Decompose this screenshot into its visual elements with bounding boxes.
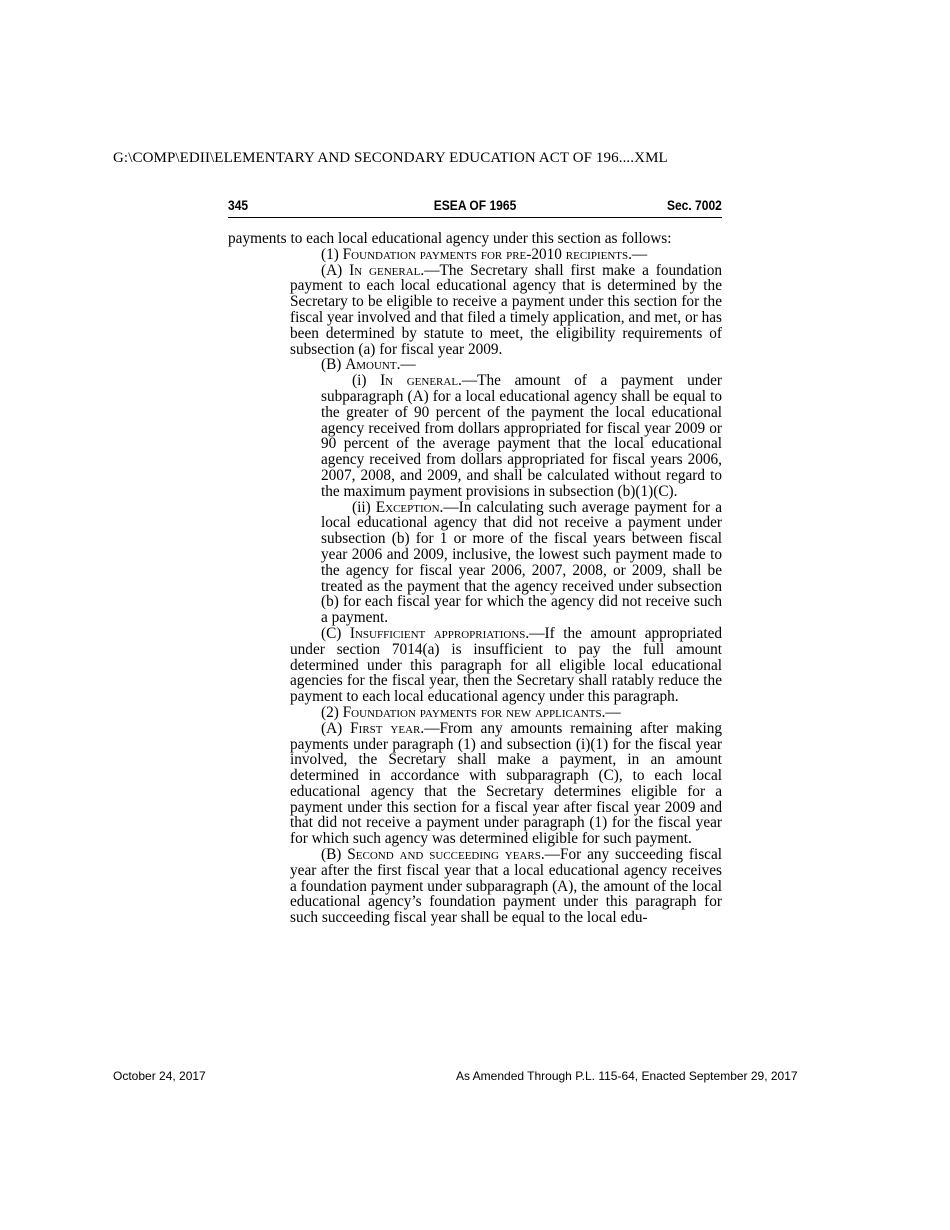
page-number: 345 [228, 197, 249, 213]
paragraph-heading: Amount.— [345, 356, 416, 374]
paragraph-heading: Exception. [375, 498, 444, 516]
subparagraph-1c: (C) Insufficient appropriations.—If the amount appropriated under section 7014(a) is insufficient to pay the full amount determined under this paragraph for all eligible local educational agencies for the fiscal year, then the Secretary shall ratably reduce the payment to each local educational agency under this paragraph. [290, 624, 723, 706]
page-title: ESEA OF 1965 [433, 197, 517, 213]
paragraph-2: (2) Foundation payments for new applicants.— [321, 703, 621, 721]
subparagraph-1a: (A) In general.—The Secretary shall first make a foundation payment to each local educational agency that is determined by the Secretary to be eligible to receive a payment under this section for the fiscal year involved and that filed a timely application, and met, or has been determined by statute to meet, the eligibility requirements of subsection (a) for fiscal year 2009. [290, 261, 723, 358]
paragraph-heading: First year. [350, 719, 425, 737]
paragraph-heading: Foundation payments for new applicants.— [342, 703, 621, 721]
running-head [228, 197, 722, 218]
subparagraph-2b: (B) Second and succeeding years.—For any succeeding fiscal year after the first fiscal year that a local educational agency receives a foundation payment under subparagraph (A), the amount of the local educational agency’s foundation payment under this paragraph for such succeeding fiscal year shall be equal to the local edu- [290, 846, 722, 927]
footer-date: October 24, 2017 [113, 1069, 206, 1083]
paragraph-1: (1) Foundation payments for pre-2010 recipients.— [321, 245, 648, 263]
paragraph-heading: In general. [349, 261, 425, 279]
paragraph-heading: Insufficient appropriations. [349, 624, 530, 642]
file-path: G:\COMP\EDII\ELEMENTARY AND SECONDARY EDUCATION ACT OF 196....XML [113, 150, 668, 166]
paragraph-heading: Foundation payments for pre-2010 recipients.— [342, 245, 648, 263]
paragraph-heading: Second and succeeding years. [347, 846, 545, 864]
paragraph-heading: In general. [380, 372, 462, 390]
subparagraph-1b: (B) Amount.— [321, 356, 416, 374]
section-number: Sec. 7002 [667, 197, 722, 213]
clause-1b-i: (i) In general.—The amount of a payment under subparagraph (A) for a local educational agency shall be equal to the greater of 90 percent of the payment the local educational agency received from dollars appropriated for fiscal year 2009 or 90 percent of the average payment that the local educational agency received from dollars appropriated for fiscal years 2006, 2007, 2008, and 2009, and shall be calculated without regard to the maximum payment provisions in subsection (b)(1)(C). [321, 372, 722, 500]
paragraph-intro: payments to each local educational agency under this section as follows: [228, 230, 672, 247]
statute-text [228, 231, 722, 926]
footer-amended-note: As Amended Through P.L. 115-64, Enacted September 29, 2017 [456, 1069, 798, 1083]
subparagraph-2a: (A) First year.—From any amounts remaining after making payments under paragraph (1) and subsection (i)(1) for the fiscal year involved, the Secretary shall make a payment, in an amount determined in accordance with subparagraph (C), to each local educational agency that the Secretary determines eligible for a payment under this section for a fiscal year after fiscal year 2009 and that did not receive a payment under paragraph (1) for the fiscal year for which such agency was determined eligible for such payment. [290, 719, 723, 848]
clause-1b-ii: (ii) Exception.—In calculating such average payment for a local educational agency that did not receive a payment under subsection (b) for 1 or more of the fiscal years between fiscal year 2006 and 2009, inclusive, the lowest such payment made to the agency for fiscal year 2006, 2007, 2008, or 2009, shall be treated as the payment that the agency received under subsection (b) for each fiscal year for which the agency did not receive such a payment. [321, 498, 722, 627]
